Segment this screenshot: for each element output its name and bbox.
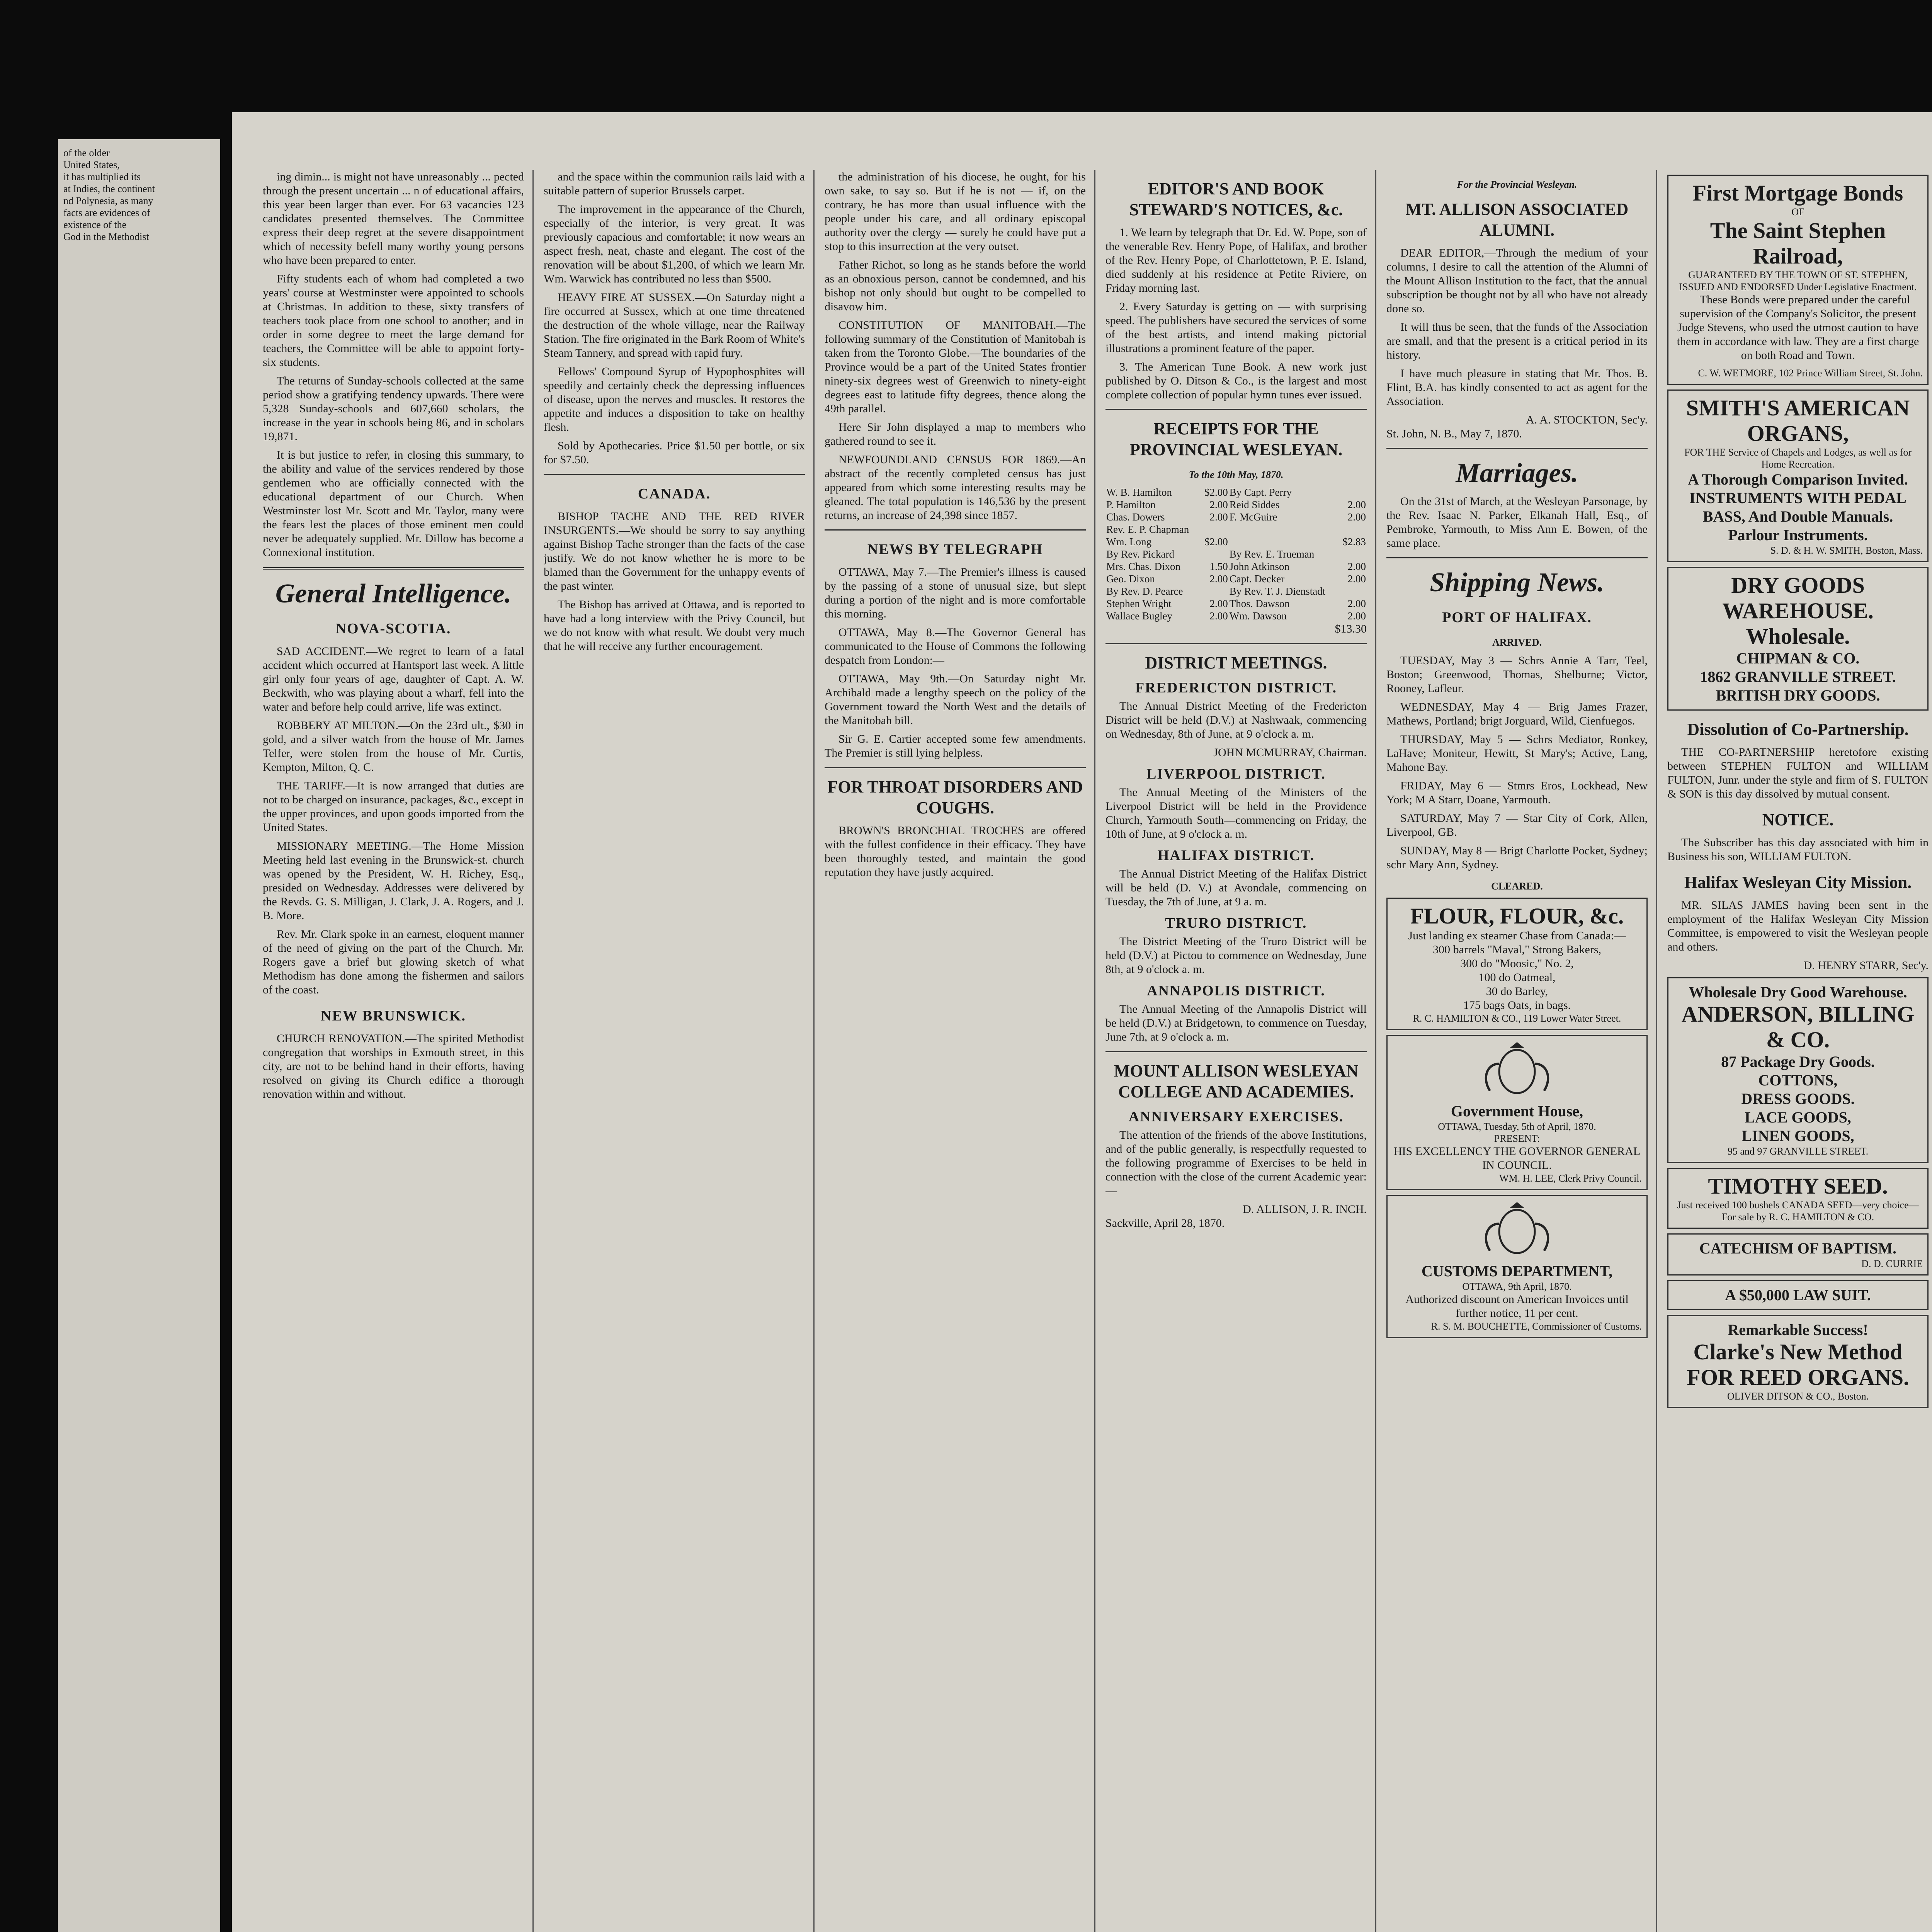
customs-title: CUSTOMS DEPARTMENT, — [1421, 1262, 1613, 1280]
abc-address: 95 and 97 GRANVILLE STREET. — [1727, 1146, 1869, 1157]
general-intelligence-heading: General Intelligence. — [275, 579, 512, 609]
receipt-row-cell: 2.00 — [1347, 598, 1366, 609]
strip-line: facts are evidences of — [63, 207, 150, 218]
marriages-heading: Marriages. — [1456, 458, 1578, 488]
shipping-heading: Shipping News. — [1430, 568, 1604, 597]
bonds-title: First Mortgage Bonds — [1692, 180, 1903, 206]
news-item: ROBBERY AT MILTON.—On the 23rd ult., $30 in gold, and a silver watch from the house of Mr. James Telfer, were stolen from the house of Mr. Curtis, Kempton, Milton, Q. C. — [263, 719, 524, 774]
divider — [263, 567, 524, 570]
receipt-row — [1105, 511, 1367, 523]
notice-item: 2. Every Saturday is getting on — with surprising speed. The publishers have secured the services of some of the best artists, and intend making pictorial illustrations a prominent feature of the paper. — [1105, 300, 1367, 355]
new-brunswick-heading: NEW BRUNSWICK. — [321, 1008, 466, 1024]
receipt-row-cell: $2.00 — [1204, 486, 1228, 498]
receipt-row-cell — [1201, 523, 1229, 536]
throat-ad-text: BROWN'S BRONCHIAL TROCHES are offered with the fullest confidence in their efficacy. They have been thoroughly tested, and maintain the good reputation they have justly acquired. — [825, 824, 1086, 879]
receipt-row-cell — [1229, 523, 1338, 536]
flour-ad-title: FLOUR, FLOUR, &c. — [1410, 903, 1624, 929]
news-item: BISHOP TACHE AND THE RED RIVER INSURGENTS.—We should be sorry to say anything against Bishop Tache stronger than the facts of the case justify. We do not know whether he is more to be blamed than the Government for the unhappy events of the past winter. — [544, 510, 805, 592]
organs-title: SMITH'S AMERICAN ORGANS, — [1686, 395, 1910, 446]
article-paragraph: The returns of Sunday-schools collected at the same period show a gratifying tendency upwards. There were 5,328 Sunday-schools and 607,660 scholars, the increase in the year in schools being 86, and in scholars 19,871. — [263, 374, 524, 443]
divider — [1105, 643, 1367, 644]
receipt-row — [1105, 486, 1367, 498]
timothy-seed-text: Just received 100 bushels CANADA SEED—very choice—For sale by R. C. HAMILTON & CO. — [1677, 1199, 1919, 1223]
district-meetings-heading: DISTRICT MEETINGS. — [1145, 653, 1327, 672]
flour-item: 100 do Oatmeal, — [1478, 971, 1556, 984]
receipt-row-cell: 2.00 — [1347, 499, 1366, 510]
shipping-entry: THURSDAY, May 5 — Schrs Mediator, Ronkey, LaHave; Moniteur, Hewitt, St Mary's; Active, Lang, Mahone Bay. — [1386, 733, 1648, 774]
news-item: OTTAWA, May 9th.—On Saturday night Mr. Archibald made a lengthy speech on the policy of the Government toward the North West and the details of the Manitobah bill. — [825, 672, 1086, 727]
news-item: OTTAWA, May 7.—The Premier's illness is caused by the passing of a stone of unusual size, but slept during a portion of the night and is more comfortable this morning. — [825, 566, 1086, 620]
bonds-of: OF — [1791, 206, 1804, 218]
mount-allison-subheading: ANNIVERSARY EXERCISES. — [1128, 1109, 1344, 1125]
government-house-notice — [1386, 1035, 1648, 1190]
receipt-row-cell: $2.83 — [1342, 536, 1366, 548]
receipt-row-cell: By Rev. T. J. Dienstadt — [1229, 585, 1326, 597]
column-4 — [1105, 170, 1376, 1932]
newspaper-page — [232, 112, 1932, 1932]
receipt-row-cell: By Rev. D. Pearce — [1106, 585, 1183, 597]
bonds-text: These Bonds were prepared under the careful supervision of the Company's Solicitor, the present Judge Stevens, who used the utmost caution to have them in accordance with law. They are a first charge on both Road and Town. — [1677, 293, 1919, 362]
cleared-heading: CLEARED. — [1491, 881, 1543, 892]
flour-item: 300 barrels "Maval," Strong Bakers, — [1432, 943, 1602, 956]
clarke-title: Clarke's New Method FOR REED ORGANS. — [1687, 1339, 1909, 1390]
news-item: The Bishop has arrived at Ottawa, and is reported to have had a long interview with the Privy Council, but we do not know with what result. We doubt very much that he will receive any further encouragement. — [544, 598, 805, 653]
shipping-entry: SATURDAY, May 7 — Star City of Cork, Allen, Liverpool, GB. — [1386, 812, 1648, 838]
government-house-excellency: HIS EXCELLENCY THE GOVERNOR GENERAL IN COUNCIL. — [1393, 1145, 1641, 1172]
catechism-title: CATECHISM OF BAPTISM. — [1699, 1240, 1897, 1257]
district-notice: The Annual District Meeting of the Halifax District will be held (D. V.) at Avondale, commencing on Tuesday, the 7th of June, at 9 a. m. — [1105, 867, 1367, 908]
law-suit-title: A $50,000 LAW SUIT. — [1725, 1286, 1871, 1304]
receipt-row — [1105, 498, 1367, 511]
annapolis-heading: ANNAPOLIS DISTRICT. — [1147, 983, 1325, 999]
notice-item: 1. We learn by telegraph that Dr. Ed. W. Pope, son of the venerable Rev. Henry Pope, of Halifax, and brother of the Rev. Henry Pope, of Charlottetown, P. E. Island, died suddenly at his residence at Petite Riviere, on Friday morning last. — [1105, 226, 1367, 294]
receipt-row — [1105, 560, 1367, 573]
letter-intro: For the Provincial Wesleyan. — [1457, 179, 1577, 190]
divider — [1105, 409, 1367, 410]
receipt-row — [1105, 536, 1367, 548]
receipt-row-cell — [1229, 536, 1338, 548]
bonds-signature: C. W. WETMORE, 102 Prince William Street, St. John. — [1698, 367, 1923, 379]
divider — [1386, 557, 1648, 558]
article-paragraph: HEAVY FIRE AT SUSSEX.—On Saturday night a fire occurred at Sussex, which at one time threatened the destruction of the whole village, near the Railway Station. The fire originated in the Bark Room of White's Steam Tannery, and spread with rapid fury. — [544, 291, 805, 359]
wholesale-warehouse-title: Wholesale Dry Good Warehouse. — [1689, 983, 1907, 1001]
receipt-row-cell: W. B. Hamilton — [1106, 486, 1172, 498]
clarke-signature: OLIVER DITSON & CO., Boston. — [1727, 1391, 1869, 1402]
organs-claim: A Thorough Comparison Invited. — [1688, 471, 1908, 488]
receipt-row-cell: Rev. E. P. Chapman — [1106, 524, 1189, 535]
dress-heading: DRESS GOODS. — [1741, 1090, 1855, 1107]
column-1 — [263, 170, 534, 1932]
government-house-signature: WM. H. LEE, Clerk Privy Council. — [1499, 1173, 1642, 1184]
receipt-row-cell — [1201, 585, 1229, 597]
district-notice: The Annual District Meeting of the Fredericton District will be held (D.V.) at Nashwaak, commencing on Wednesday, 8th of June, at 9 o'clock a. m. — [1105, 700, 1367, 740]
district-notice: The Annual Meeting of the Annapolis District will be held (D.V.) at Bridgetown, to commence on Tuesday, June 7th, at 9 o'clock a. m. — [1105, 1003, 1367, 1043]
letter-place: St. John, N. B., May 7, 1870. — [1386, 427, 1522, 440]
customs-date: OTTAWA, 9th April, 1870. — [1462, 1281, 1572, 1292]
divider — [1386, 448, 1648, 449]
receipt-row-cell: $2.00 — [1204, 536, 1228, 548]
marriage-notice: On the 31st of March, at the Wesleyan Parsonage, by the Rev. Isaac N. Parker, Elkanah Hall, Esq., of Pembroke, Yarmouth, to Miss Ann E. Bowen, of the same place. — [1386, 495, 1648, 549]
dry-goods-title: DRY GOODS WAREHOUSE. — [1722, 573, 1874, 623]
telegraph-heading: NEWS BY TELEGRAPH — [867, 541, 1043, 558]
news-item: THE TARIFF.—It is now arranged that duties are not to be charged on insurance, packages, &c., except in the upper provinces, and upon goods imported from the United States. — [263, 779, 524, 834]
page-columns — [263, 170, 1932, 1932]
timothy-seed-ad — [1667, 1168, 1929, 1229]
article-paragraph: CONSTITUTION OF MANITOBAH.—The following summary of the Constitution of Manitobah is taken from the Toronto Globe.—The boundaries of the Province would be a part of the United States frontier ninety-six degrees west of Greenwich to ninety-eight degrees east to latitude fifty degrees, thence along the 49th parallel. — [825, 319, 1086, 415]
dissolution-text: THE CO-PARTNERSHIP heretofore existing between STEPHEN FULTON and WILLIAM FULTON, Junr. under the style and firm of S. FULTON & SON is this day dissolved by mutual consent. — [1667, 746, 1929, 800]
receipt-row-cell: Mrs. Chas. Dixon — [1106, 561, 1181, 572]
receipt-row-cell: Reid Siddes — [1229, 499, 1280, 510]
port-heading: PORT OF HALIFAX. — [1442, 609, 1592, 626]
divider — [544, 474, 805, 475]
receipt-row-cell: By Rev. E. Trueman — [1229, 548, 1315, 560]
editors-notices-heading: EDITOR'S AND BOOK STEWARD'S NOTICES, &c. — [1129, 179, 1343, 219]
catechism-ad — [1667, 1233, 1929, 1276]
article-paragraph: The improvement in the appearance of the Church, especially of the interior, is very great. It was previously capacious and comfortable; it now wears an aspect fresh, neat, chaste and elegant. The cost of the renovation will be about $1,200, of which we learn Mr. Wm. Warwick has contributed no less than $500. — [544, 203, 805, 285]
alumni-heading: MT. ALLISON ASSOCIATED ALUMNI. — [1405, 200, 1629, 240]
catechism-signature: D. D. CURRIE — [1861, 1258, 1923, 1269]
receipt-row-cell: Wm. Dawson — [1229, 610, 1287, 622]
receipt-row-cell — [1201, 548, 1229, 560]
receipt-row-cell: Thos. Dawson — [1229, 598, 1290, 609]
receipt-row — [1105, 597, 1367, 610]
column-3 — [825, 170, 1095, 1932]
flour-ad-subtitle: Just landing ex steamer Chase from Canada:— — [1408, 929, 1626, 942]
column-6 — [1667, 170, 1932, 1932]
receipt-row-cell: 2.00 — [1209, 511, 1228, 523]
shipping-entry: FRIDAY, May 6 — Stmrs Eros, Lockhead, New York; M A Starr, Doane, Yarmouth. — [1386, 779, 1648, 806]
receipt-row-cell: 2.00 — [1347, 610, 1366, 622]
article-paragraph: Fellows' Compound Syrup of Hypophosphites will speedily and certainly check the depressing influences of disease, upon the nerves and muscles. It restores the appetite and induces a disposition to take on healthy flesh. — [544, 365, 805, 434]
government-house-present: PRESENT: — [1494, 1133, 1540, 1144]
article-paragraph: Father Richot, so long as he stands before the world as an obnoxious person, cannot be condemned, and his bishop not only should but ought to be compelled to disavow him. — [825, 259, 1086, 313]
strip-line: God in the Methodist — [63, 231, 149, 242]
notice-text: The Subscriber has this day associated with him in Business his son, WILLIAM FULTON. — [1667, 836, 1929, 863]
receipt-row-cell: 2.00 — [1209, 610, 1228, 622]
strip-line: United States, — [63, 159, 120, 170]
cottons-heading: COTTONS, — [1758, 1071, 1838, 1089]
receipt-row-cell: F. McGuire — [1229, 511, 1277, 523]
district-notice: The Annual Meeting of the Ministers of the Liverpool District will be held in the Providence Church, Yarmouth South—commencing on Friday, the 10th of June, at 9 o'clock a. m. — [1105, 786, 1367, 840]
bonds-subtitle-2: ISSUED AND ENDORSED Under Legislative Enactment. — [1679, 281, 1917, 293]
receipt-row-cell: Chas. Dowers — [1106, 511, 1165, 523]
lace-heading: LACE GOODS, — [1745, 1109, 1851, 1126]
receipt-row — [1105, 523, 1367, 536]
district-notice: The District Meeting of the Truro District will be held (D.V.) at Pictou to commence on Wednesday, June 8th, at 9 o'clock a. m. — [1105, 935, 1367, 976]
news-item: OTTAWA, May 8.—The Governor General has communicated to the House of Commons the following despatch from London:— — [825, 626, 1086, 667]
receipt-row-cell: By Capt. Perry — [1229, 486, 1292, 498]
article-paragraph: Fifty students each of whom had completed a two years' course at Westminster were appointed to schools at Christmas. In addition to these, sixty transfers of teachers took place from one school to another; and in order in some degree to meet the large demand for teachers, the Committee will be able to appoint forty-six students. — [263, 272, 524, 369]
receipt-row-cell: 2.00 — [1209, 598, 1228, 609]
mount-allison-heading: MOUNT ALLISON WESLEYAN COLLEGE AND ACADEMIES. — [1114, 1061, 1359, 1101]
shipping-entry: SUNDAY, May 8 — Brigt Charlotte Pocket, Sydney; schr Mary Ann, Sydney. — [1386, 844, 1648, 871]
receipt-row — [1105, 585, 1367, 597]
divider — [1105, 1051, 1367, 1052]
letter-paragraph: I have much pleasure in stating that Mr. Thos. B. Flint, B.A. has kindly consented to act as agent for the Association. — [1386, 367, 1648, 408]
flour-item: 175 bags Oats, in bags. — [1463, 999, 1571, 1012]
bonds-company: The Saint Stephen Railroad, — [1710, 218, 1886, 269]
news-item: Sir G. E. Cartier accepted some few amendments. The Premier is still lying helpless. — [825, 733, 1086, 759]
strip-line: nd Polynesia, as many — [63, 195, 153, 206]
organs-ad — [1667, 389, 1929, 562]
customs-text: Authorized discount on American Invoices until further notice, 11 per cent. — [1405, 1293, 1629, 1320]
government-house-date: OTTAWA, Tuesday, 5th of April, 1870. — [1438, 1121, 1596, 1132]
mount-allison-date: Sackville, April 28, 1870. — [1105, 1217, 1225, 1230]
organs-signature: S. D. & H. W. SMITH, Boston, Mass. — [1770, 545, 1923, 556]
halifax-heading: HALIFAX DISTRICT. — [1157, 847, 1315, 864]
bonds-subtitle: GUARANTEED BY THE TOWN OF ST. STEPHEN, — [1688, 269, 1908, 281]
organs-subtitle: FOR THE Service of Chapels and Lodges, as well as for Home Recreation. — [1684, 447, 1912, 470]
receipt-row-cell: 1.50 — [1209, 561, 1228, 572]
receipt-row-cell: 2.00 — [1209, 573, 1228, 585]
dry-goods-line: BRITISH DRY GOODS. — [1716, 687, 1880, 704]
receipt-row-cell: 2.00 — [1347, 573, 1366, 585]
receipt-row-cell: 2.00 — [1347, 561, 1366, 572]
organs-parlor: Parlour Instruments. — [1728, 526, 1868, 544]
government-house-title: Government House, — [1451, 1102, 1583, 1120]
shipping-entry: TUESDAY, May 3 — Schrs Annie A Tarr, Teel, Boston; Greenwood, Thomas, Shelburne; Victor, Rooney, Lafleur. — [1386, 654, 1648, 695]
mount-allison-text: The attention of the friends of the above Institutions, and of the public generally, is respectfully requested to the following programme of Exercises to be held in connection with the close of the current Academic year:— — [1105, 1129, 1367, 1197]
article-paragraph: NEWFOUNDLAND CENSUS FOR 1869.—An abstract of the recently completed census has just appeared from which some interesting results may be gleaned. The total population is 146,536 by the present returns, an increase of 24,398 since 1857. — [825, 453, 1086, 522]
column-2 — [544, 170, 815, 1932]
flour-item: 30 do Barley, — [1486, 985, 1548, 998]
royal-arms-icon — [1475, 1201, 1560, 1259]
article-paragraph: Sold by Apothecaries. Price $1.50 per bottle, or six for $7.50. — [544, 439, 805, 466]
receipt-row-cell — [1338, 585, 1367, 597]
timothy-seed-title: TIMOTHY SEED. — [1708, 1173, 1888, 1199]
article-paragraph: It is but justice to refer, in closing this summary, to the ability and value of the services rendered by those gentlemen who are officially connected with the educational department of our Church. When Westminster lost Mr. Scott and Mr. Taylor, many were the fears lest the places of those eminent men could never be adequately supplied. Mr. Dillow has become a Connexional institution. — [263, 449, 524, 559]
receipt-row — [1105, 573, 1367, 585]
strip-line: of the older — [63, 147, 110, 158]
article-paragraph: Here Sir John displayed a map to members who gathered round to see it. — [825, 421, 1086, 447]
truro-heading: TRURO DISTRICT. — [1165, 915, 1307, 931]
fredericton-heading: FREDERICTON DISTRICT. — [1135, 680, 1337, 696]
abc-subtitle: 87 Package Dry Goods. — [1721, 1053, 1875, 1070]
receipts-subheading: To the 10th May, 1870. — [1189, 469, 1284, 480]
receipts-heading: RECEIPTS FOR THE PROVINCIAL WESLEYAN. — [1129, 419, 1343, 459]
dry-goods-address: 1862 GRANVILLE STREET. — [1700, 668, 1896, 685]
receipt-row-cell — [1338, 523, 1367, 536]
strip-line: at Indies, the continent — [63, 183, 155, 194]
shipping-entry: WEDNESDAY, May 4 — Brig James Frazer, Mathews, Portland; brigt Jorguard, Wild, Cienfuegos. — [1386, 701, 1648, 727]
strip-line: it has multiplied its — [63, 171, 141, 182]
receipt-row — [1105, 548, 1367, 560]
wholesale-warehouse-ad — [1667, 977, 1929, 1163]
city-mission-signature: D. HENRY STARR, Sec'y. — [1803, 959, 1929, 972]
city-mission-heading: Halifax Wesleyan City Mission. — [1684, 873, 1912, 892]
liverpool-heading: LIVERPOOL DISTRICT. — [1146, 766, 1326, 782]
royal-arms-icon — [1475, 1041, 1560, 1099]
flour-item: 300 do "Moosic," No. 2, — [1460, 957, 1574, 970]
clarke-ad — [1667, 1315, 1929, 1408]
news-item: SAD ACCIDENT.—We regret to learn of a fatal accident which occurred at Hantsport last week. A little girl only four years of age, daughter of Capt. A. W. Beckwith, who was playing about a wharf, fell into the water and before help could arrive, life was extinct. — [263, 645, 524, 713]
receipt-row-cell: John Atkinson — [1229, 561, 1289, 572]
receipt-row — [1105, 610, 1367, 622]
receipt-row-cell: P. Hamilton — [1106, 499, 1156, 510]
news-item: MISSIONARY MEETING.—The Home Mission Meeting held last evening in the Brunswick-st. church was opened by the President, W. H. Richey, Esq., presided on Wednesday. Addresses were delivered by the Revds. G. S. Milligan, J. Clark, J. A. Rogers, and J. B. More. — [263, 840, 524, 922]
mount-allison-signature: D. ALLISON, J. R. INCH. — [1243, 1203, 1367, 1216]
receipt-row-cell: Geo. Dixon — [1106, 573, 1155, 585]
receipt-row-cell: Capt. Decker — [1229, 573, 1285, 585]
customs-signature: R. S. M. BOUCHETTE, Commissioner of Customs. — [1431, 1321, 1642, 1332]
receipt-row-cell — [1338, 548, 1367, 560]
letter-paragraph: DEAR EDITOR,—Through the medium of your columns, I desire to call the attention of the Alumni of the Mount Allison Institution to the fact, that the annual subscription be thought not by all who have not already done so. — [1386, 247, 1648, 315]
letter-paragraph: It will thus be seen, that the funds of the Association are small, and that the present is a critical period in its history. — [1386, 321, 1648, 361]
receipts-table — [1105, 486, 1367, 622]
clarke-remarkable: Remarkable Success! — [1728, 1321, 1868, 1338]
district-signature: JOHN MCMURRAY, Chairman. — [1213, 746, 1367, 759]
city-mission-text: MR. SILAS JAMES having been sent in the employment of the Halifax Wesleyan City Mission Committee, is empowered to visit the Wesleyan people and others. — [1667, 899, 1929, 953]
notice-item: 3. The American Tune Book. A new work just published by O. Ditson & Co., is the largest and most complete collection of popular hymn tunes ever issued. — [1105, 361, 1367, 401]
bonds-ad — [1667, 175, 1929, 385]
dry-goods-firm: CHIPMAN & CO. — [1736, 650, 1860, 667]
customs-notice — [1386, 1195, 1648, 1338]
receipt-row-cell: 2.00 — [1209, 499, 1228, 510]
notice-heading: NOTICE. — [1762, 810, 1834, 829]
article-paragraph: the administration of his diocese, he ought, for his own sake, to say so. But if he is not — if, on the contrary, he has more than usual influence with the people under his care, and all ordinary episcopal authority over the clergy — surely he could have put a stop to this insurrection at the very outset. — [825, 170, 1086, 253]
receipt-row-cell: Wallace Bugley — [1106, 610, 1173, 622]
flour-merchant: R. C. HAMILTON & CO., 119 Lower Water Street. — [1413, 1013, 1621, 1024]
throat-ad-heading: FOR THROAT DISORDERS AND COUGHS. — [827, 777, 1083, 817]
canada-heading: CANADA. — [638, 486, 711, 502]
article-paragraph: and the space within the communion rails laid with a suitable pattern of superior Brussels carpet. — [544, 170, 805, 197]
arrived-heading: ARRIVED. — [1492, 637, 1542, 648]
receipts-total: $13.30 — [1335, 622, 1367, 635]
linen-heading: LINEN GOODS, — [1742, 1127, 1854, 1145]
nova-scotia-heading: NOVA-SCOTIA. — [335, 621, 451, 637]
strip-line: existence of the — [63, 219, 127, 230]
article-fragment: ing dimin... is might not have unreasonably ... pected through the present uncertain ... n of educational affairs, this year been larger than ever. For 63 vacancies 123 candidates presented themselves. The Committee express their deep regret at the severe disappointment which of necessity befell many worthy young persons who have been prepared to enter. — [263, 170, 524, 267]
receipt-row-cell: Wm. Long — [1106, 536, 1151, 548]
receipt-row-cell: By Rev. Pickard — [1106, 548, 1174, 560]
divider — [825, 529, 1086, 531]
divider — [825, 767, 1086, 768]
letter-signature: A. A. STOCKTON, Sec'y. — [1526, 413, 1648, 426]
column-5 — [1386, 170, 1657, 1932]
adjacent-page-strip — [58, 139, 220, 1932]
law-suit-ad — [1667, 1280, 1929, 1310]
receipt-row-cell: Stephen Wright — [1106, 598, 1172, 609]
flour-ad — [1386, 898, 1648, 1030]
news-item: Rev. Mr. Clark spoke in an earnest, eloquent manner of the need of giving on the part of the Church. Mr. Rogers gave a brief but glowing sketch of what Methodism has done among the fishermen and sailors of the coast. — [263, 928, 524, 996]
news-item: CHURCH RENOVATION.—The spirited Methodist congregation that worships in Exmouth street, in this city, are not to be behind hand in their efforts, having resolved on giving its Church edifice a thorough renovation within and without. — [263, 1032, 524, 1100]
receipt-row-cell — [1338, 486, 1367, 498]
organs-pedal: INSTRUMENTS WITH PEDAL BASS, And Double Manuals. — [1689, 489, 1906, 525]
dry-goods-subtitle: Wholesale. — [1746, 624, 1850, 649]
abc-firm: ANDERSON, BILLING & CO. — [1681, 1002, 1915, 1052]
dry-goods-ad — [1667, 567, 1929, 711]
receipt-row-cell: 2.00 — [1347, 511, 1366, 523]
dissolution-heading: Dissolution of Co-Partnership. — [1687, 720, 1909, 739]
